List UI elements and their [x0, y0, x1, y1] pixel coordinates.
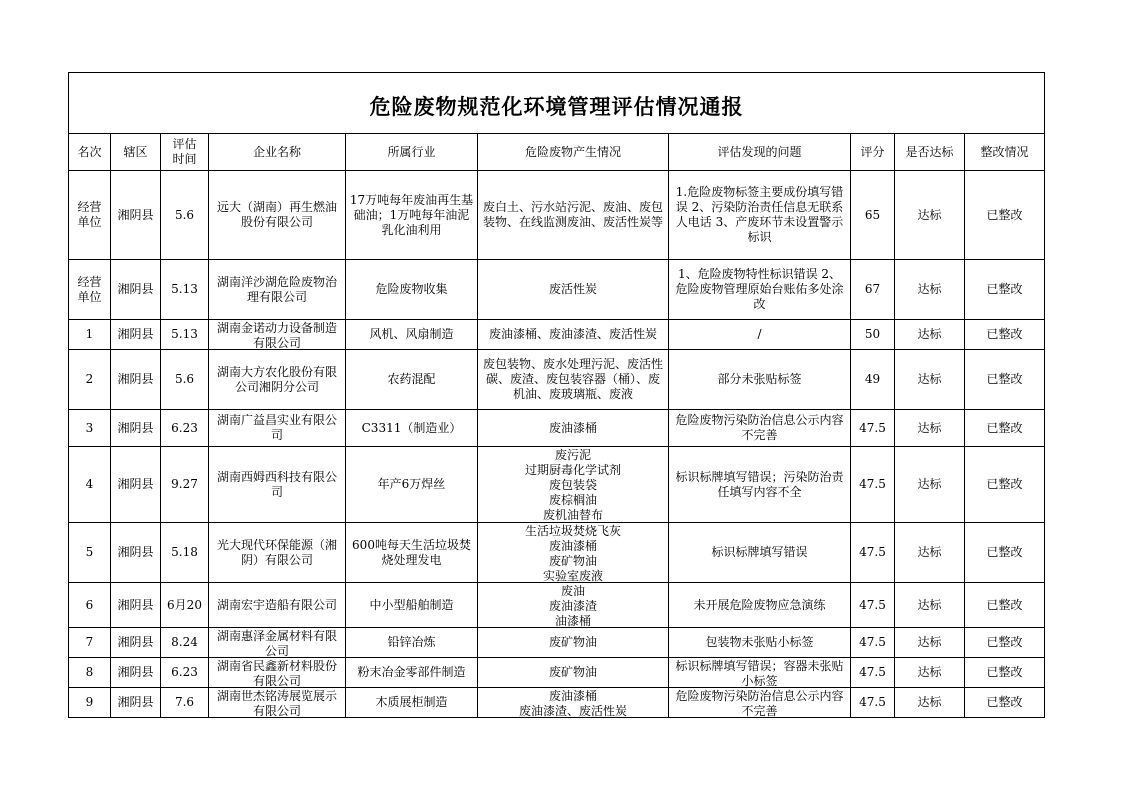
- cell-score: [851, 688, 895, 718]
- date-text: 5.18: [171, 545, 198, 559]
- cell-issues: [669, 171, 851, 260]
- score-text: 67: [864, 282, 881, 296]
- score-text: 47.5: [859, 695, 886, 709]
- rectify-text: 已整改: [986, 477, 1023, 491]
- date-text: 6.23: [171, 420, 198, 435]
- cell-waste: [478, 583, 669, 628]
- cell-company: [209, 320, 346, 350]
- cell-rectify: [965, 350, 1045, 410]
- cell-company: [209, 410, 346, 447]
- compliant-text: 达标: [917, 282, 942, 296]
- cell-rank: [69, 583, 111, 628]
- cell-company: [209, 658, 346, 688]
- rank-text: 3: [85, 420, 94, 435]
- issues-text: 部分未张贴标签: [717, 372, 802, 386]
- rank-text: 1: [85, 327, 94, 341]
- date-text: 8.24: [171, 635, 198, 649]
- waste-text: 废油漆桶: [548, 420, 597, 435]
- rank-text: 9: [85, 695, 94, 709]
- cell-date: [161, 628, 209, 658]
- cell-issues: [669, 350, 851, 410]
- industry-text: C3311（制造业）: [361, 420, 462, 435]
- rank-text: 7: [85, 635, 94, 649]
- issues-text: 1.危险废物标签主要成份填写错误 2、污染防治责任信息无联系人电话 3、产废环节未设置警示标识: [675, 185, 844, 244]
- cell-issues: [669, 320, 851, 350]
- cell-company: [209, 688, 346, 718]
- issues-text: 危险废物污染防治信息公示内容不完善: [675, 688, 844, 717]
- cell-compliant: [895, 523, 965, 583]
- cell-date: [161, 320, 209, 350]
- rank-text: 经营单位: [77, 274, 102, 304]
- cell-rank: [69, 628, 111, 658]
- district-text: 湘阴县: [117, 695, 154, 709]
- cell-district: [111, 260, 161, 320]
- cell-rank: [69, 260, 111, 320]
- cell-industry: [346, 658, 478, 688]
- score-text: 47.5: [859, 420, 886, 435]
- cell-issues: [669, 410, 851, 447]
- industry-text: 600吨每天生活垃圾焚烧处理发电: [352, 537, 471, 567]
- cell-waste: [478, 171, 669, 260]
- district-text: 湘阴县: [117, 597, 154, 612]
- date-text: 5.13: [171, 282, 198, 296]
- cell-compliant: [895, 583, 965, 628]
- cell-compliant: [895, 447, 965, 523]
- compliant-text: 达标: [917, 207, 942, 222]
- cell-waste: [478, 320, 669, 350]
- rank-text: 2: [85, 372, 94, 386]
- cell-company: [209, 447, 346, 523]
- header-rank: 名次: [69, 134, 111, 171]
- cell-district: [111, 583, 161, 628]
- rank-text: 6: [85, 597, 94, 612]
- industry-text: 铅锌冶炼: [387, 635, 436, 649]
- industry-text: 粉末冶金零部件制造: [357, 665, 466, 679]
- compliant-text: 达标: [917, 545, 942, 559]
- cell-issues: [669, 523, 851, 583]
- company-text: 湖南大方农化股份有限公司湘阴分公司: [216, 364, 337, 394]
- cell-score: [851, 583, 895, 628]
- cell-issues: [669, 658, 851, 688]
- cell-company: [209, 171, 346, 260]
- industry-text: 农药混配: [387, 372, 436, 386]
- district-text: 湘阴县: [117, 665, 154, 679]
- cell-compliant: [895, 410, 965, 447]
- rank-text: 经营单位: [77, 200, 102, 229]
- waste-text: 废污泥 过期厨毒化学试剂 废包装袋 废棕榈油 废机油替布: [524, 447, 621, 522]
- company-text: 湖南世杰铭涛展览展示有限公司: [216, 688, 337, 717]
- waste-text: 废油漆桶 废油漆渣、废活性炭: [518, 688, 627, 717]
- cell-rectify: [965, 628, 1045, 658]
- cell-score: [851, 628, 895, 658]
- cell-waste: [478, 447, 669, 523]
- rectify-text: 已整改: [986, 327, 1023, 341]
- score-text: 47.5: [859, 635, 886, 649]
- cell-waste: [478, 260, 669, 320]
- cell-company: [209, 350, 346, 410]
- assessment-table: [68, 72, 1045, 718]
- table-row: [69, 688, 1045, 718]
- header-score: 评分: [851, 134, 895, 171]
- rectify-text: 已整改: [986, 372, 1023, 386]
- cell-score: [851, 171, 895, 260]
- cell-date: [161, 350, 209, 410]
- cell-score: [851, 447, 895, 523]
- company-text: 湖南金诺动力设备制造有限公司: [216, 320, 337, 349]
- table-row: [69, 523, 1045, 583]
- waste-text: 废油漆桶、废油漆渣、废活性炭: [488, 327, 657, 341]
- cell-waste: [478, 658, 669, 688]
- waste-text: 废白土、污水站污泥、废油、废包装物、在线监测废油、废活性炭等: [482, 200, 663, 229]
- cell-district: [111, 688, 161, 718]
- cell-rectify: [965, 447, 1045, 523]
- district-text: 湘阴县: [117, 372, 154, 386]
- issues-text: 1、危险废物特性标识错误 2、危险废物管理原始台账佑多处涂改: [675, 267, 844, 311]
- rank-text: 8: [85, 665, 94, 679]
- cell-date: [161, 410, 209, 447]
- table-row: [69, 260, 1045, 320]
- cell-waste: [478, 350, 669, 410]
- header-district: 辖区: [111, 134, 161, 171]
- cell-rank: [69, 447, 111, 523]
- compliant-text: 达标: [917, 327, 942, 341]
- rectify-text: 已整改: [986, 597, 1023, 612]
- header-industry: 所属行业: [346, 134, 478, 171]
- issues-text: 未开展危险废物应急演练: [693, 597, 826, 612]
- score-text: 47.5: [859, 597, 886, 612]
- cell-rectify: [965, 171, 1045, 260]
- compliant-text: 达标: [917, 695, 942, 709]
- date-text: 5.13: [171, 327, 198, 341]
- company-text: 湖南宏宇造船有限公司: [216, 597, 337, 612]
- cell-date: [161, 523, 209, 583]
- cell-date: [161, 260, 209, 320]
- date-text: 6.23: [171, 665, 198, 679]
- cell-industry: [346, 688, 478, 718]
- cell-district: [111, 658, 161, 688]
- rectify-text: 已整改: [986, 695, 1023, 709]
- cell-date: [161, 688, 209, 718]
- table-row: [69, 171, 1045, 260]
- cell-industry: [346, 350, 478, 410]
- cell-district: [111, 447, 161, 523]
- industry-text: 年产6万焊丝: [377, 477, 446, 491]
- cell-score: [851, 320, 895, 350]
- cell-compliant: [895, 260, 965, 320]
- cell-compliant: [895, 350, 965, 410]
- cell-waste: [478, 410, 669, 447]
- cell-compliant: [895, 658, 965, 688]
- compliant-text: 达标: [917, 665, 942, 679]
- industry-text: 危险废物收集: [375, 282, 448, 296]
- cell-compliant: [895, 171, 965, 260]
- cell-issues: [669, 628, 851, 658]
- rank-text: 4: [85, 477, 94, 491]
- cell-company: [209, 628, 346, 658]
- rectify-text: 已整改: [986, 420, 1023, 435]
- waste-text: 废油 废油漆渣 油漆桶: [548, 583, 597, 627]
- cell-rectify: [965, 260, 1045, 320]
- industry-text: 17万吨每年废油再生基础油；1万吨每年油泥乳化油利用: [349, 192, 474, 237]
- date-text: 5.6: [174, 372, 195, 386]
- header-date: 评估时间: [161, 134, 209, 171]
- header-company: 企业名称: [209, 134, 346, 171]
- cell-date: [161, 583, 209, 628]
- date-text: 9.27: [171, 477, 198, 491]
- cell-score: [851, 350, 895, 410]
- cell-compliant: [895, 320, 965, 350]
- score-text: 47.5: [859, 477, 886, 491]
- industry-text: 中小型船舶制造: [369, 597, 454, 612]
- cell-district: [111, 171, 161, 260]
- company-text: 湖南广益昌实业有限公司: [216, 413, 337, 442]
- rank-text: 5: [85, 545, 94, 559]
- cell-waste: [478, 523, 669, 583]
- cell-rectify: [965, 523, 1045, 583]
- cell-industry: [346, 447, 478, 523]
- score-text: 49: [864, 372, 881, 386]
- district-text: 湘阴县: [117, 282, 154, 296]
- cell-district: [111, 628, 161, 658]
- company-text: 湖南惠泽金属材料有限公司: [216, 628, 337, 657]
- cell-rank: [69, 410, 111, 447]
- cell-company: [209, 260, 346, 320]
- table-row: [69, 350, 1045, 410]
- score-text: 65: [864, 207, 881, 222]
- cell-score: [851, 523, 895, 583]
- industry-text: 木质展柜制造: [375, 695, 448, 709]
- table-row: [69, 447, 1045, 523]
- company-text: 湖南省民鑫新材料股份有限公司: [216, 658, 337, 687]
- cell-industry: [346, 320, 478, 350]
- company-text: 远大（湖南）再生燃油股份有限公司: [216, 200, 337, 229]
- issues-text: 标识标牌填写错误: [711, 545, 808, 559]
- district-text: 湘阴县: [117, 420, 154, 435]
- date-text: 5.6: [174, 207, 195, 222]
- cell-rectify: [965, 410, 1045, 447]
- cell-rank: [69, 320, 111, 350]
- compliant-text: 达标: [917, 635, 942, 649]
- issues-text: 危险废物污染防治信息公示内容不完善: [675, 413, 844, 442]
- issues-text: 包装物未张贴小标签: [705, 635, 814, 649]
- table-body: [69, 171, 1045, 718]
- header-row: [69, 134, 1045, 171]
- cell-district: [111, 350, 161, 410]
- cell-industry: [346, 260, 478, 320]
- cell-waste: [478, 688, 669, 718]
- table-row: [69, 583, 1045, 628]
- rectify-text: 已整改: [986, 545, 1023, 559]
- rectify-text: 已整改: [986, 207, 1023, 222]
- cell-issues: [669, 447, 851, 523]
- table-row: [69, 410, 1045, 447]
- header-compliant: 是否达标: [895, 134, 965, 171]
- score-text: 50: [864, 327, 881, 341]
- cell-rectify: [965, 320, 1045, 350]
- company-text: 光大现代环保能源（湘阴）有限公司: [216, 537, 337, 567]
- compliant-text: 达标: [917, 420, 942, 435]
- cell-rectify: [965, 658, 1045, 688]
- cell-rank: [69, 688, 111, 718]
- cell-score: [851, 260, 895, 320]
- industry-text: 风机、风扇制造: [369, 327, 454, 341]
- date-text: 7.6: [174, 695, 195, 709]
- cell-district: [111, 410, 161, 447]
- date-text: 6月20: [167, 597, 202, 612]
- cell-rank: [69, 171, 111, 260]
- cell-industry: [346, 523, 478, 583]
- cell-rank: [69, 523, 111, 583]
- waste-text: 废活性炭: [548, 282, 597, 296]
- cell-company: [209, 583, 346, 628]
- cell-industry: [346, 410, 478, 447]
- waste-text: 废矿物油: [548, 635, 597, 649]
- compliant-text: 达标: [917, 597, 942, 612]
- table-row: [69, 658, 1045, 688]
- cell-date: [161, 447, 209, 523]
- cell-district: [111, 523, 161, 583]
- cell-rank: [69, 350, 111, 410]
- cell-score: [851, 410, 895, 447]
- cell-issues: [669, 583, 851, 628]
- rectify-text: 已整改: [986, 665, 1023, 679]
- cell-company: [209, 523, 346, 583]
- district-text: 湘阴县: [117, 477, 154, 491]
- table-row: [69, 628, 1045, 658]
- rectify-text: 已整改: [986, 635, 1023, 649]
- cell-industry: [346, 583, 478, 628]
- district-text: 湘阴县: [117, 635, 154, 649]
- cell-score: [851, 658, 895, 688]
- cell-rectify: [965, 583, 1045, 628]
- cell-waste: [478, 628, 669, 658]
- cell-industry: [346, 171, 478, 260]
- cell-rectify: [965, 688, 1045, 718]
- issues-text: /: [757, 327, 762, 341]
- cell-rank: [69, 658, 111, 688]
- cell-date: [161, 171, 209, 260]
- report-title: 危险废物规范化环境管理评估情况通报: [69, 73, 1045, 134]
- waste-text: 废包装物、废水处理污泥、废活性碳、废渣、废包装容器（桶）、废机油、废玻璃瓶、废液: [482, 357, 663, 401]
- waste-text: 废矿物油: [548, 665, 597, 679]
- cell-district: [111, 320, 161, 350]
- company-text: 湖南西姆西科技有限公司: [216, 469, 337, 499]
- header-waste: 危险废物产生情况: [478, 134, 669, 171]
- header-rectify: 整改情况: [965, 134, 1045, 171]
- waste-text: 生活垃圾焚烧飞灰 废油漆桶 废矿物油 实验室废液: [524, 523, 621, 582]
- district-text: 湘阴县: [117, 207, 154, 222]
- cell-industry: [346, 628, 478, 658]
- district-text: 湘阴县: [117, 327, 154, 341]
- header-issues: 评估发现的问题: [669, 134, 851, 171]
- issues-text: 标识标牌填写错误；污染防治责任填写内容不全: [675, 469, 844, 499]
- rectify-text: 已整改: [986, 282, 1023, 296]
- compliant-text: 达标: [917, 477, 942, 491]
- cell-compliant: [895, 628, 965, 658]
- cell-issues: [669, 260, 851, 320]
- compliant-text: 达标: [917, 372, 942, 386]
- score-text: 47.5: [859, 665, 886, 679]
- district-text: 湘阴县: [117, 545, 154, 559]
- issues-text: 标识标牌填写错误；容器未张贴小标签: [675, 658, 844, 687]
- cell-compliant: [895, 688, 965, 718]
- score-text: 47.5: [859, 545, 886, 559]
- company-text: 湖南洋沙湖危险废物治理有限公司: [216, 274, 337, 304]
- table-row: [69, 320, 1045, 350]
- cell-date: [161, 658, 209, 688]
- cell-issues: [669, 688, 851, 718]
